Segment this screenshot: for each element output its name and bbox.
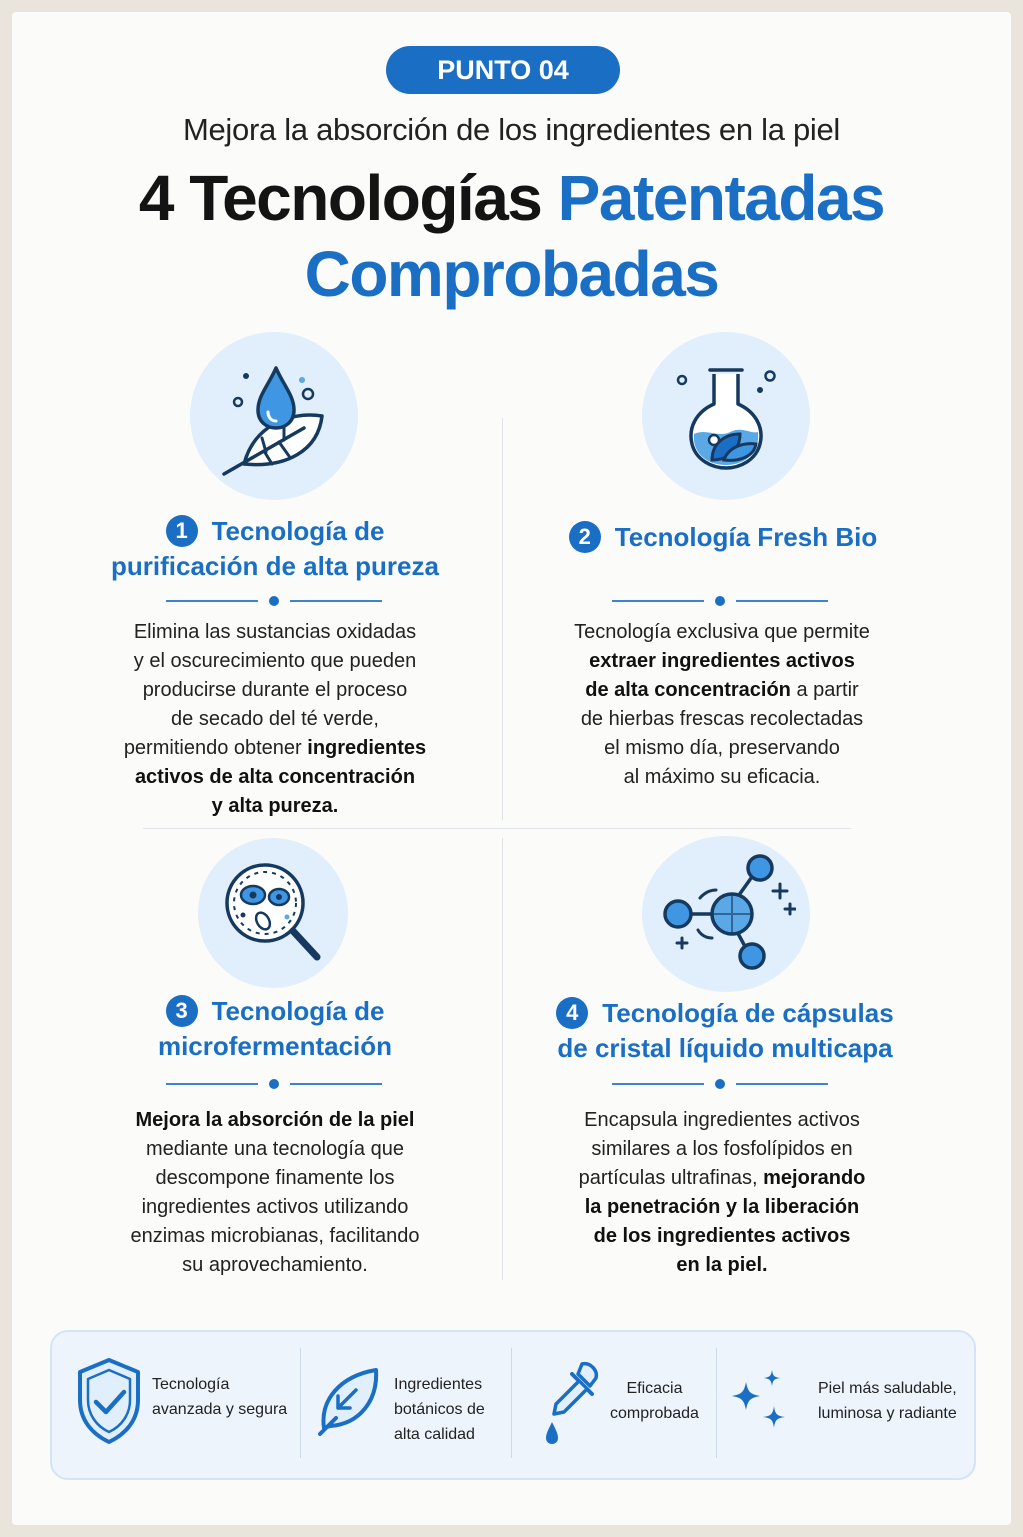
column-divider bbox=[502, 838, 503, 1280]
feature-2-text: Ingredientes botánicos de alta calidad bbox=[394, 1376, 485, 1443]
feature-divider bbox=[300, 1348, 301, 1458]
feature-3-text: Eficacia comprobada bbox=[610, 1380, 699, 1422]
title-line-2: Comprobadas bbox=[304, 238, 719, 310]
title-part-1: 4 Tecnologías bbox=[138, 162, 558, 234]
leaf-arrow-icon bbox=[316, 1366, 382, 1436]
tech-4-title-line-1: Tecnología de cápsulas bbox=[602, 998, 894, 1028]
tech-3-separator bbox=[166, 1079, 382, 1089]
page-subtitle: Mejora la absorción de los ingredientes en la piel bbox=[182, 112, 841, 147]
tech-4-separator bbox=[612, 1079, 828, 1089]
tech-2-description: Tecnología exclusiva que permite extraer ingredientes activos de alta concentración a partir de hierbas frescas recolectadas el mismo día, preservando al máximo su eficacia. bbox=[574, 621, 870, 788]
tech-1-separator bbox=[166, 596, 382, 606]
feature-divider bbox=[716, 1348, 717, 1458]
shield-check-icon bbox=[74, 1356, 144, 1446]
tech-1-title-line-1: Tecnología de bbox=[211, 516, 385, 546]
tech-2-separator bbox=[612, 596, 828, 606]
flask-leaf-icon bbox=[642, 332, 810, 500]
tech-3-heading bbox=[100, 994, 450, 1064]
tech-4-heading bbox=[540, 996, 910, 1066]
tech-1-title-line-2: purificación de alta pureza bbox=[111, 551, 439, 581]
tech-2-number: 2 bbox=[569, 521, 601, 553]
page-title bbox=[0, 160, 1023, 312]
tech-4-number: 4 bbox=[556, 997, 588, 1029]
sparkles-icon bbox=[728, 1368, 794, 1434]
tech-3-title-line-1: Tecnología de bbox=[211, 996, 385, 1026]
molecule-capsule-icon bbox=[642, 836, 810, 992]
tech-2-title-line-1: Tecnología Fresh Bio bbox=[614, 522, 878, 552]
tech-3-number: 3 bbox=[166, 995, 198, 1027]
point-badge: PUNTO 04 bbox=[386, 46, 620, 94]
title-part-2: Patentadas bbox=[557, 162, 885, 234]
feature-divider bbox=[511, 1348, 512, 1458]
dropper-icon bbox=[538, 1360, 604, 1446]
tech-4-title-line-2: de cristal líquido multicapa bbox=[557, 1033, 893, 1063]
feature-4-text: Piel más saludable, luminosa y radiante bbox=[818, 1380, 957, 1422]
tech-1-number: 1 bbox=[166, 515, 198, 547]
tech-2-heading bbox=[548, 520, 898, 555]
feature-1-text: Tecnología avanzada y segura bbox=[152, 1376, 288, 1418]
column-divider bbox=[502, 418, 503, 820]
row-divider bbox=[143, 828, 851, 829]
tech-3-title-line-2: microfermentación bbox=[157, 1031, 393, 1061]
tech-1-description: Elimina las sustancias oxidadas y el oscurecimiento que pueden producirse durante el proceso de secado del té verde, permitiendo obtener ingredientes activos de alta concentración y alta pureza. bbox=[123, 621, 427, 817]
tech-1-heading bbox=[100, 514, 450, 584]
tech-3-description: Mejora la absorción de la piel mediante una tecnología que descompone finamente los ingredientes activos utilizando enzimas microbianas, facilitando su aprovechamiento. bbox=[130, 1109, 420, 1276]
tech-4-description: Encapsula ingredientes activos similares a los fosfolípidos en partículas ultrafinas, mejorando la penetración y la liberación de los ingredientes activos en la piel. bbox=[578, 1109, 866, 1276]
water-drop-leaf-icon bbox=[190, 332, 358, 500]
magnifier-microbe-icon bbox=[198, 838, 348, 988]
